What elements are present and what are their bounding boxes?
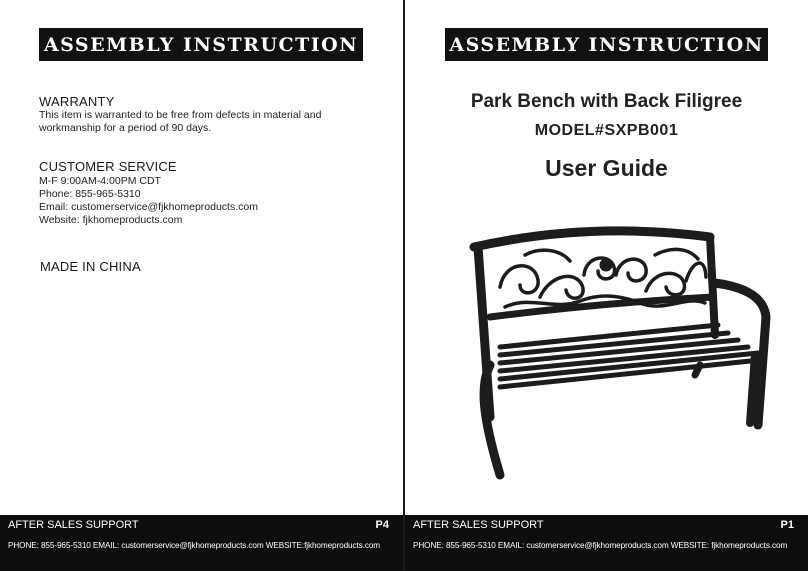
service-phone: Phone: 855-965-5310: [39, 188, 141, 200]
warranty-text-line2: workmanship for a period of 90 days.: [39, 122, 212, 134]
product-name: Park Bench with Back Filigree: [470, 91, 743, 112]
after-sales-label: AFTER SALES SUPPORT: [8, 519, 139, 531]
assembly-instruction-banner: ASSEMBLY INSTRUCTION: [39, 28, 363, 61]
page-left: [0, 0, 403, 571]
footer-right: [405, 515, 808, 571]
service-website: Website: fjkhomeproducts.com: [39, 214, 183, 226]
warranty-heading: WARRANTY: [39, 94, 115, 109]
footer-left: [0, 515, 403, 571]
page-number: P1: [780, 519, 794, 531]
assembly-instruction-banner: ASSEMBLY INSTRUCTION: [445, 28, 768, 61]
page-right: [405, 0, 808, 571]
model-number: MODEL#SXPB001: [534, 122, 679, 139]
footer-contact: PHONE: 855-965-5310 EMAIL: customerservice@fjkhomeproducts.com WEBSITE: fjkhomeproducts.com: [413, 541, 788, 550]
service-hours: M-F 9:00AM-4:00PM CDT: [39, 175, 161, 187]
user-guide-title: User Guide: [545, 155, 668, 181]
made-in-label: MADE IN CHINA: [40, 259, 141, 274]
page-number: P4: [375, 519, 389, 531]
warranty-text-line1: This item is warranted to be free from defects in material and: [39, 109, 322, 121]
after-sales-label: AFTER SALES SUPPORT: [413, 519, 544, 531]
customer-service-heading: CUSTOMER SERVICE: [39, 159, 177, 174]
park-bench-illustration: [460, 225, 775, 495]
footer-contact: PHONE: 855-965-5310 EMAIL: customerservice@fjkhomeproducts.com WEBSITE:fjkhomeproducts.com: [8, 541, 380, 550]
service-email: Email: customerservice@fjkhomeproducts.com: [39, 201, 258, 213]
